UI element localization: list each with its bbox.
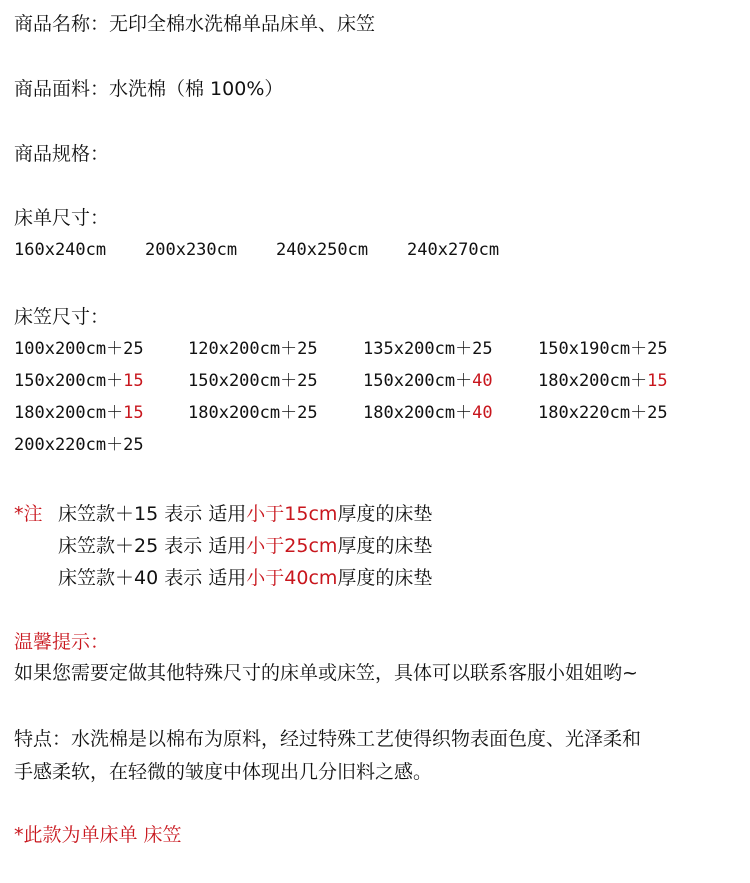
footer-note: *此款为单床单 床笠 (14, 824, 182, 846)
note-highlight: 小于40cm (246, 567, 338, 589)
note-text-pre: 床笠款＋15 表示 适用 (58, 503, 247, 525)
fitted-size-base: 180x200cm＋ (538, 371, 648, 391)
fitted-size-item (14, 433, 144, 457)
fitted-size-item (538, 369, 668, 393)
product-name-line (14, 12, 375, 36)
fitted-size-depth: 25 (123, 435, 144, 455)
fitted-size-base: 180x220cm＋ (538, 403, 648, 423)
tips-text: 如果您需要定做其他特殊尺寸的床单或床笠，具体可以联系客服小姐姐哟~ (14, 662, 638, 684)
note-marker: *注 (14, 503, 43, 525)
fitted-size-base: 180x200cm＋ (188, 403, 298, 423)
fitted-size-item (538, 401, 668, 425)
note-text-pre: 床笠款＋40 表示 适用 (58, 567, 247, 589)
sheet-size-3: 240x250cm (276, 240, 369, 260)
note-line-3 (14, 566, 432, 590)
features-line-2: 手感柔软，在轻微的皱度中体现出几分旧料之感。 (14, 761, 433, 783)
fitted-size-item (14, 369, 144, 393)
fitted-size-base: 150x200cm＋ (363, 371, 473, 391)
fitted-size-depth: 25 (123, 339, 144, 359)
note-text-pre: 床笠款＋25 表示 适用 (58, 535, 247, 557)
features-line-1: 特点：水洗棉是以棉布为原料，经过特殊工艺使得织物表面色度、光泽柔和 (14, 728, 642, 750)
fitted-size-item (363, 401, 493, 425)
fitted-size-item (363, 337, 493, 361)
note-line-1 (14, 502, 432, 526)
fitted-size-base: 120x200cm＋ (188, 339, 298, 359)
fitted-size-depth: 15 (123, 371, 144, 391)
spec-line (14, 142, 109, 166)
sheet-size-1: 160x240cm (14, 240, 107, 260)
fitted-size-item (188, 401, 318, 425)
fitted-size-item (14, 337, 144, 361)
product-name-label: 商品名称： (14, 13, 110, 35)
fitted-size-depth: 15 (647, 371, 668, 391)
fitted-size-item (188, 369, 318, 393)
fitted-size-base: 150x200cm＋ (14, 371, 124, 391)
product-name-value: 无印全棉水洗棉单品床单、床笠 (109, 13, 376, 35)
fitted-size-depth: 40 (472, 403, 493, 423)
fitted-size-depth: 25 (472, 339, 493, 359)
fitted-size-base: 100x200cm＋ (14, 339, 124, 359)
fitted-size-depth: 40 (472, 371, 493, 391)
note-highlight: 小于15cm (246, 503, 338, 525)
fitted-size-base: 180x200cm＋ (14, 403, 124, 423)
tips-title: 温馨提示： (14, 631, 110, 653)
note-text-post: 厚度的床垫 (337, 535, 433, 557)
fitted-size-depth: 25 (647, 339, 668, 359)
note-line-2 (14, 534, 432, 558)
fabric-value: 水洗棉（棉 100%） (109, 78, 284, 100)
fitted-size-item (538, 337, 668, 361)
fitted-size-base: 200x220cm＋ (14, 435, 124, 455)
fitted-size-base: 150x200cm＋ (188, 371, 298, 391)
note-text-post: 厚度的床垫 (337, 503, 433, 525)
fabric-line (14, 77, 283, 101)
fitted-size-depth: 15 (123, 403, 144, 423)
sheet-size-4: 240x270cm (407, 240, 500, 260)
fitted-size-base: 135x200cm＋ (363, 339, 473, 359)
sheet-size-label: 床单尺寸： (14, 207, 110, 229)
note-text-post: 厚度的床垫 (337, 567, 433, 589)
fitted-size-item (188, 337, 318, 361)
fitted-size-depth: 25 (647, 403, 668, 423)
fitted-size-item (14, 401, 144, 425)
fitted-size-depth: 25 (297, 371, 318, 391)
note-highlight: 小于25cm (246, 535, 338, 557)
spec-label: 商品规格： (14, 143, 110, 165)
fitted-size-label: 床笠尺寸： (14, 306, 110, 328)
fabric-label: 商品面料： (14, 78, 110, 100)
fitted-size-base: 150x190cm＋ (538, 339, 648, 359)
fitted-size-base: 180x200cm＋ (363, 403, 473, 423)
sheet-size-2: 200x230cm (145, 240, 238, 260)
fitted-size-depth: 25 (297, 339, 318, 359)
fitted-size-depth: 25 (297, 403, 318, 423)
fitted-size-item (363, 369, 493, 393)
